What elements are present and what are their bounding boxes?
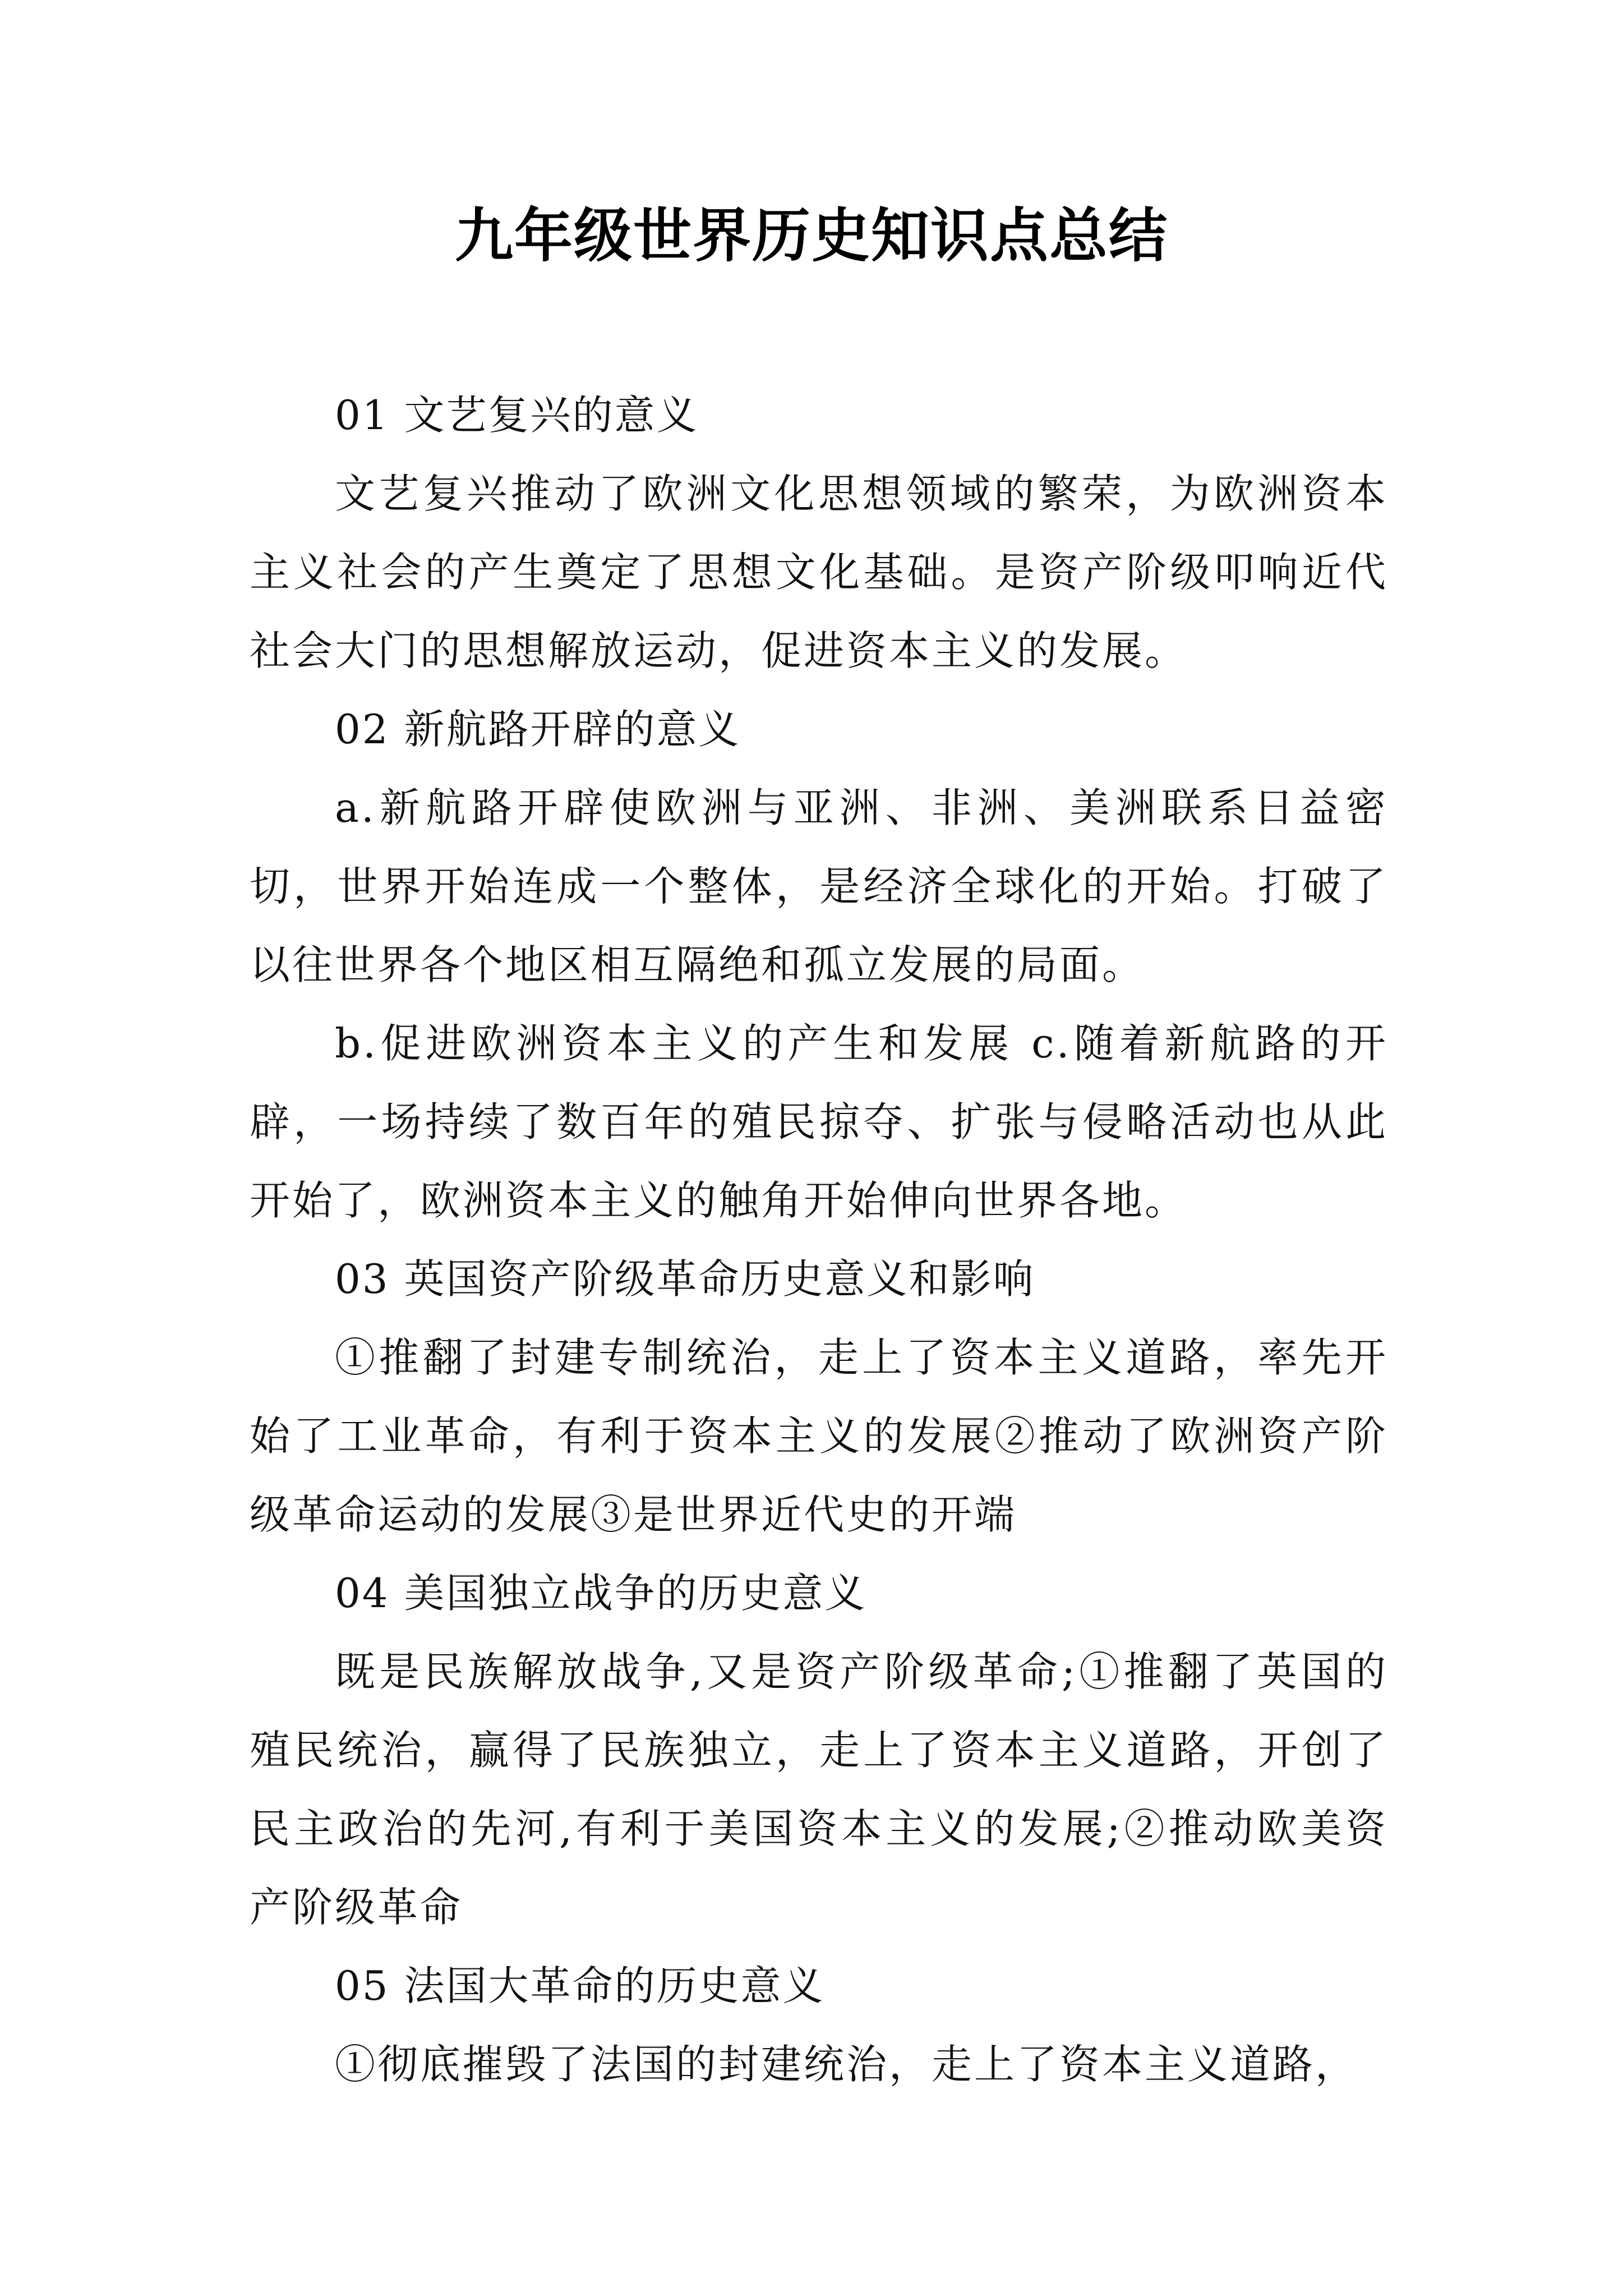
paragraph-renaissance: 文艺复兴推动了欧洲文化思想领域的繁荣，为欧洲资本主义社会的产生奠定了思想文化基础。是资产阶级叩响近代社会大门的思想解放运动，促进资本主义的发展。 (250, 470, 1388, 674)
section-heading-french-revolution: 05 法国大革命的历史意义 (335, 1962, 825, 2009)
document-title: 九年级世界历史知识点总结 (454, 201, 1168, 270)
paragraph-english-revolution: ①推翻了封建专制统治，走上了资本主义道路，率先开始了工业革命，有利于资本主义的发展②推动了欧洲资产阶级革命运动的发展③是世界近代史的开端 (250, 1334, 1388, 1538)
section-heading-american-independence: 04 美国独立战争的历史意义 (335, 1570, 867, 1617)
section-heading-english-revolution: 03 英国资产阶级革命历史意义和影响 (335, 1255, 1035, 1303)
document-body (250, 376, 1388, 2104)
paragraph-french-revolution: ①彻底摧毁了法国的封建统治，走上了资本主义道路， (335, 2041, 1358, 2088)
section-heading-renaissance: 01 文艺复兴的意义 (335, 392, 699, 439)
section-heading-new-sea-routes: 02 新航路开辟的意义 (335, 706, 741, 753)
paragraph-new-sea-routes-b: b.促进欧洲资本主义的产生和发展 c.随着新航路的开辟，一场持续了数百年的殖民掠夺、扩张与侵略活动也从此开始了，欧洲资本主义的触角开始伸向世界各地。 (250, 1020, 1388, 1224)
paragraph-new-sea-routes-a: a.新航路开辟使欧洲与亚洲、非洲、美洲联系日益密切，世界开始连成一个整体，是经济全球化的开始。打破了以往世界各个地区相互隔绝和孤立发展的局面。 (250, 784, 1388, 988)
paragraph-american-independence: 既是民族解放战争,又是资产阶级革命;①推翻了英国的殖民统治，赢得了民族独立，走上了资本主义道路，开创了民主政治的先河,有利于美国资本主义的发展;②推动欧美资产阶级革命 (250, 1648, 1388, 1931)
